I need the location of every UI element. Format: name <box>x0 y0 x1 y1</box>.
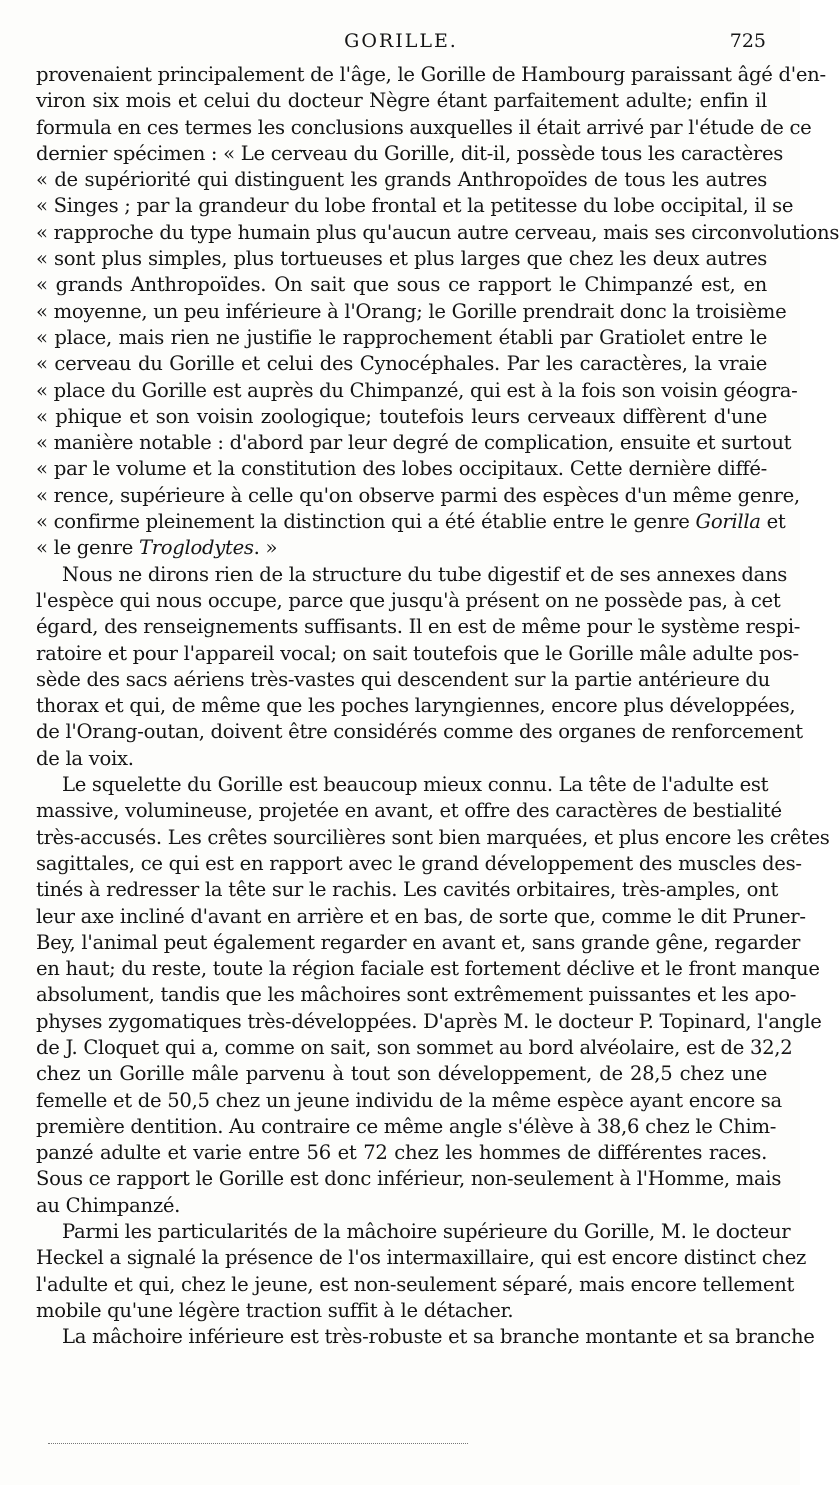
text-line: égard, des renseignements suffisants. Il en est de même pour le système respi- <box>36 615 801 639</box>
text-line: très-accusés. Les crêtes sourcilières sont bien marquées, et plus encore les crêtes <box>36 825 830 849</box>
paragraph-start-line: Nous ne dirons rien de la structure du tube digestif et de ses annexes dans <box>62 562 788 586</box>
text-line: de J. Cloquet qui a, comme on sait, son sommet au bord alvéolaire, est de 32,2 <box>36 1035 793 1059</box>
text-line: Bey, l'animal peut également regarder en avant et, sans grande gêne, regarder <box>36 930 801 954</box>
genus-name: Troglodytes <box>138 536 254 560</box>
text-line: « Singes ; par la grandeur du lobe frontal et la petitesse du lobe occipital, il se <box>36 194 794 218</box>
page-number: 725 <box>729 30 766 52</box>
body-text <box>36 62 839 1351</box>
text-line: première dentition. Au contraire ce même angle s'élève à 38,6 chez le Chim- <box>36 1114 777 1138</box>
text-line: au Chimpanzé. <box>36 1193 181 1217</box>
text-line: « cerveau du Gorille et celui des Cynocéphales. Par les caractères, la vraie <box>36 352 767 376</box>
paragraph-start-line: Le squelette du Gorille est beaucoup mieux connu. La tête de l'adulte est <box>62 773 769 797</box>
text-line: massive, volumineuse, projetée en avant, et offre des caractères de bestialité <box>36 799 782 823</box>
text-line: physes zygomatiques très-développées. D'après M. le docteur P. Topinard, l'angle <box>36 1009 822 1033</box>
text-line <box>36 535 767 561</box>
text-line: sède des sacs aériens très-vastes qui descendent sur la partie antérieure du <box>36 667 770 691</box>
paragraph-start-line: La mâchoire inférieure est très-robuste et sa branche montante et sa branche <box>62 1325 815 1349</box>
text-line: Heckel a signalé la présence de l'os intermaxillaire, qui est encore distinct chez <box>36 1246 807 1270</box>
text-line-end: . » <box>253 536 278 560</box>
text-line-end: et <box>760 510 786 534</box>
text-line: de la voix. <box>36 746 134 770</box>
text-line: « rapproche du type humain plus qu'aucun autre cerveau, mais ses circonvolutions <box>36 220 839 244</box>
text-line: femelle et de 50,5 chez un jeune individu de la même espèce ayant encore sa <box>36 1088 782 1112</box>
text-line: « moyenne, un peu inférieure à l'Orang; le Gorille prendrait donc la troisième <box>36 299 787 323</box>
text-line-start: « le genre <box>36 536 139 560</box>
text-line <box>36 509 786 535</box>
text-line: « rence, supérieure à celle qu'on observe parmi des espèces d'un même genre, <box>36 483 800 507</box>
text-line: dernier spécimen : « Le cerveau du Gorille, dit-il, possède tous les caractères <box>36 141 783 165</box>
text-line: tinés à redresser la tête sur le rachis. Les cavités orbitaires, très-amples, ont <box>36 878 779 902</box>
paragraph-start-line: Parmi les particularités de la mâchoire supérieure du Gorille, M. le docteur <box>62 1220 791 1244</box>
text-line: « phique et son voisin zoologique; toutefois leurs cerveaux diffèrent d'une <box>36 404 767 428</box>
text-line: « manière notable : d'abord par leur degré de complication, ensuite et surtout <box>36 431 792 455</box>
text-line: « sont plus simples, plus tortueuses et plus larges que chez les deux autres <box>36 247 767 271</box>
text-line: thorax et qui, de même que les poches laryngiennes, encore plus développées, <box>36 694 796 718</box>
text-line: en haut; du reste, toute la région faciale est fortement déclive et le front manque <box>36 957 820 981</box>
text-line: l'adulte et qui, chez le jeune, est non-seulement séparé, mais encore tellement <box>36 1272 795 1296</box>
text-line: « place du Gorille est auprès du Chimpanzé, qui est à la fois son voisin géogra- <box>36 378 798 402</box>
text-line: « par le volume et la constitution des lobes occipitaux. Cette dernière diffé- <box>36 457 767 481</box>
text-line: provenaient principalement de l'âge, le Gorille de Hambourg paraissant âgé d'en- <box>36 63 826 86</box>
text-line: panzé adulte et varie entre 56 et 72 chez les hommes de différentes races. <box>36 1141 767 1165</box>
text-line: leur axe incliné d'avant en arrière et en bas, de sorte que, comme le dit Pruner- <box>36 904 806 928</box>
running-title: GORILLE. <box>344 30 458 52</box>
text-line: « place, mais rien ne justifie le rapprochement établi par Gratiolet entre le <box>36 325 767 349</box>
text-line: de l'Orang-outan, doivent être considérés comme des organes de renforcement <box>36 720 803 744</box>
footer-rule <box>48 1443 468 1444</box>
text-line-start: « confirme pleinement la distinction qui a été établie entre le genre <box>36 510 696 534</box>
text-line: formula en ces termes les conclusions auxquelles il était arrivé par l'étude de ce <box>36 115 812 139</box>
text-line: chez un Gorille mâle parvenu à tout son développement, de 28,5 chez une <box>36 1062 767 1086</box>
text-line: sagittales, ce qui est en rapport avec le grand développement des muscles des- <box>36 851 802 875</box>
genus-name: Gorilla <box>695 510 761 534</box>
text-line: viron six mois et celui du docteur Nègre étant parfaitement adulte; enfin il <box>36 89 767 113</box>
text-line: mobile qu'une légère traction suffit à le détacher. <box>36 1298 514 1322</box>
text-line: absolument, tandis que les mâchoires sont extrêmement puissantes et les apo- <box>36 983 797 1007</box>
text-line: « grands Anthropoïdes. On sait que sous ce rapport le Chimpanzé est, en <box>36 273 767 297</box>
running-header <box>36 30 766 60</box>
text-line: « de supériorité qui distinguent les grands Anthropoïdes de tous les autres <box>36 168 767 192</box>
text-line: Sous ce rapport le Gorille est donc inférieur, non-seulement à l'Homme, mais <box>36 1167 782 1191</box>
text-line: l'espèce qui nous occupe, parce que jusqu'à présent on ne possède pas, à cet <box>36 588 781 612</box>
text-line: ratoire et pour l'appareil vocal; on sait toutefois que le Gorille mâle adulte pos- <box>36 641 799 665</box>
